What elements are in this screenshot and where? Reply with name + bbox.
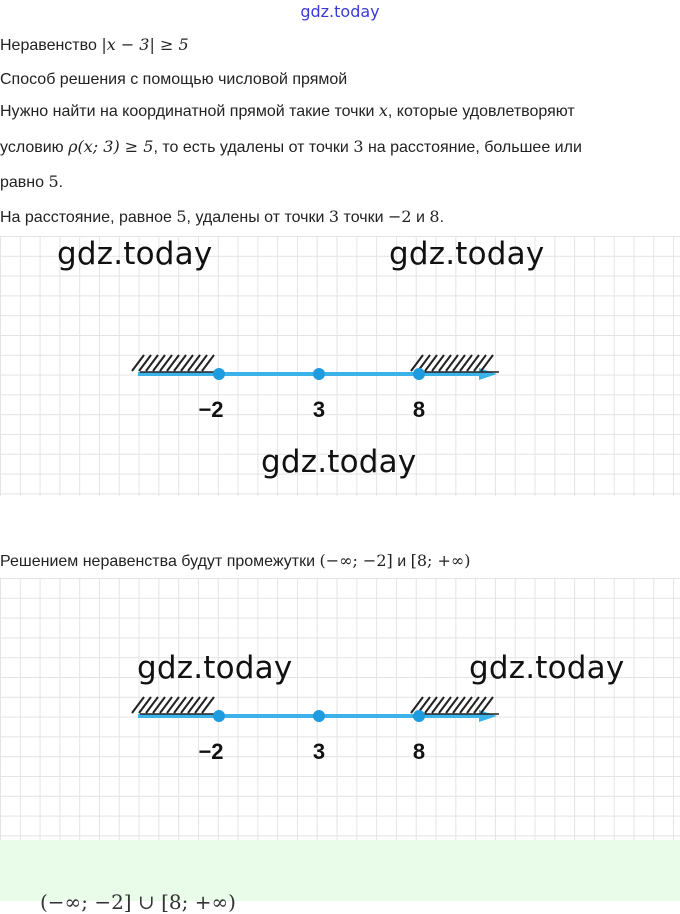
point-2 xyxy=(313,710,325,722)
distance-line xyxy=(0,199,672,235)
hatch-stroke xyxy=(481,697,493,713)
hatch-stroke xyxy=(446,697,458,713)
hatch-stroke xyxy=(188,355,200,371)
method-title: Способ решения с помощью числовой прямой xyxy=(0,71,348,88)
distance-text: На расстояние, равное xyxy=(0,209,172,226)
hatch-stroke xyxy=(460,697,472,713)
hatch-stroke xyxy=(139,697,151,713)
figure-watermark: gdz.today xyxy=(57,236,213,272)
hatch-left xyxy=(132,355,219,372)
explanation-text: Нужно найти на координатной прямой такие точки xyxy=(0,103,375,120)
heading-prefix: Неравенство xyxy=(0,37,97,54)
math-number: 8 xyxy=(429,207,440,226)
hatch-stroke xyxy=(446,355,458,371)
hatch-stroke xyxy=(139,355,151,371)
explanation-text: , которые удовлетворяют xyxy=(387,103,575,120)
hatch-stroke xyxy=(174,355,186,371)
point-label-2: 3 xyxy=(312,397,326,422)
figure-watermark: gdz.today xyxy=(469,650,625,686)
hatch-stroke xyxy=(467,355,479,371)
math-expression: ρ(x; 3) ≥ 5 xyxy=(68,137,154,156)
heading-expression: |x − 3| ≥ 5 xyxy=(101,35,189,54)
hatch-stroke xyxy=(425,697,437,713)
hatch-stroke xyxy=(160,355,172,371)
explanation-text: равно xyxy=(0,174,45,191)
hatch-stroke xyxy=(467,697,479,713)
distance-text: , удалены от точки xyxy=(186,209,325,226)
hatch-stroke xyxy=(160,697,172,713)
hatch-stroke xyxy=(174,697,186,713)
hatch-stroke xyxy=(167,355,179,371)
explanation-text: условию xyxy=(0,139,64,156)
hatch-stroke xyxy=(195,697,207,713)
point-label-1: −2 xyxy=(198,397,224,422)
figure-watermark: gdz.today xyxy=(261,444,417,480)
point-1 xyxy=(213,368,225,380)
hatch-stroke xyxy=(132,355,144,371)
hatch-stroke xyxy=(439,355,451,371)
hatch-stroke xyxy=(181,697,193,713)
hatch-stroke xyxy=(181,355,193,371)
hatch-stroke xyxy=(432,697,444,713)
explanation-text: , то есть удалены от точки xyxy=(153,139,349,156)
answer-text: (−∞; −2] ∪ [8; +∞) xyxy=(40,890,236,914)
explanation-line-2 xyxy=(0,129,672,165)
hatch-stroke xyxy=(202,697,214,713)
math-number: 3 xyxy=(328,207,340,226)
point-label-1: −2 xyxy=(198,739,224,764)
explanation-text: на расстояние, большее или xyxy=(367,139,582,156)
math-var: x xyxy=(378,101,388,120)
hatch-stroke xyxy=(453,697,465,713)
number-line-figure-2 xyxy=(0,578,680,840)
hatch-stroke xyxy=(146,355,158,371)
interval-1: (−∞; −2] xyxy=(319,551,393,570)
hatch-right xyxy=(411,355,499,372)
distance-text: . xyxy=(439,209,445,226)
hatch-stroke xyxy=(425,355,437,371)
hatch-right xyxy=(411,697,499,714)
number-line-2 xyxy=(0,578,680,840)
explanation-text: . xyxy=(58,174,64,191)
solution-line xyxy=(0,543,672,579)
point-label-3: 8 xyxy=(412,397,426,422)
math-number: −2 xyxy=(387,207,412,226)
hatch-stroke xyxy=(146,697,158,713)
distance-text: точки xyxy=(343,209,384,226)
hatch-stroke xyxy=(432,355,444,371)
hatch-stroke xyxy=(188,697,200,713)
answer-box xyxy=(0,840,680,914)
hatch-stroke xyxy=(453,355,465,371)
hatch-stroke xyxy=(153,355,165,371)
hatch-stroke xyxy=(132,697,144,713)
figure-watermark: gdz.today xyxy=(137,650,293,686)
number-line-figure-1 xyxy=(0,236,680,496)
hatch-stroke xyxy=(202,355,214,371)
solution-text: и xyxy=(397,553,407,570)
hatch-left xyxy=(132,697,219,714)
hatch-stroke xyxy=(439,697,451,713)
math-number: 3 xyxy=(353,137,364,156)
explanation-line-1 xyxy=(0,93,672,129)
math-number: 5 xyxy=(176,207,187,226)
hatch-stroke xyxy=(153,697,165,713)
point-3 xyxy=(413,710,425,722)
point-1 xyxy=(213,710,225,722)
distance-text: и xyxy=(416,209,425,226)
solution-text: Решением неравенства будут промежутки xyxy=(0,553,316,570)
site-watermark: gdz.today xyxy=(300,2,380,21)
point-label-3: 8 xyxy=(412,739,426,764)
point-3 xyxy=(413,368,425,380)
point-label-2: 3 xyxy=(312,739,326,764)
problem-heading xyxy=(0,27,672,63)
interval-2: [8; +∞) xyxy=(410,551,471,570)
hatch-stroke xyxy=(481,355,493,371)
hatch-stroke xyxy=(195,355,207,371)
hatch-stroke xyxy=(460,355,472,371)
math-number: 5 xyxy=(48,172,59,191)
point-2 xyxy=(313,368,325,380)
figure-watermark: gdz.today xyxy=(389,236,545,272)
explanation-line-3 xyxy=(0,164,672,200)
hatch-stroke xyxy=(167,697,179,713)
